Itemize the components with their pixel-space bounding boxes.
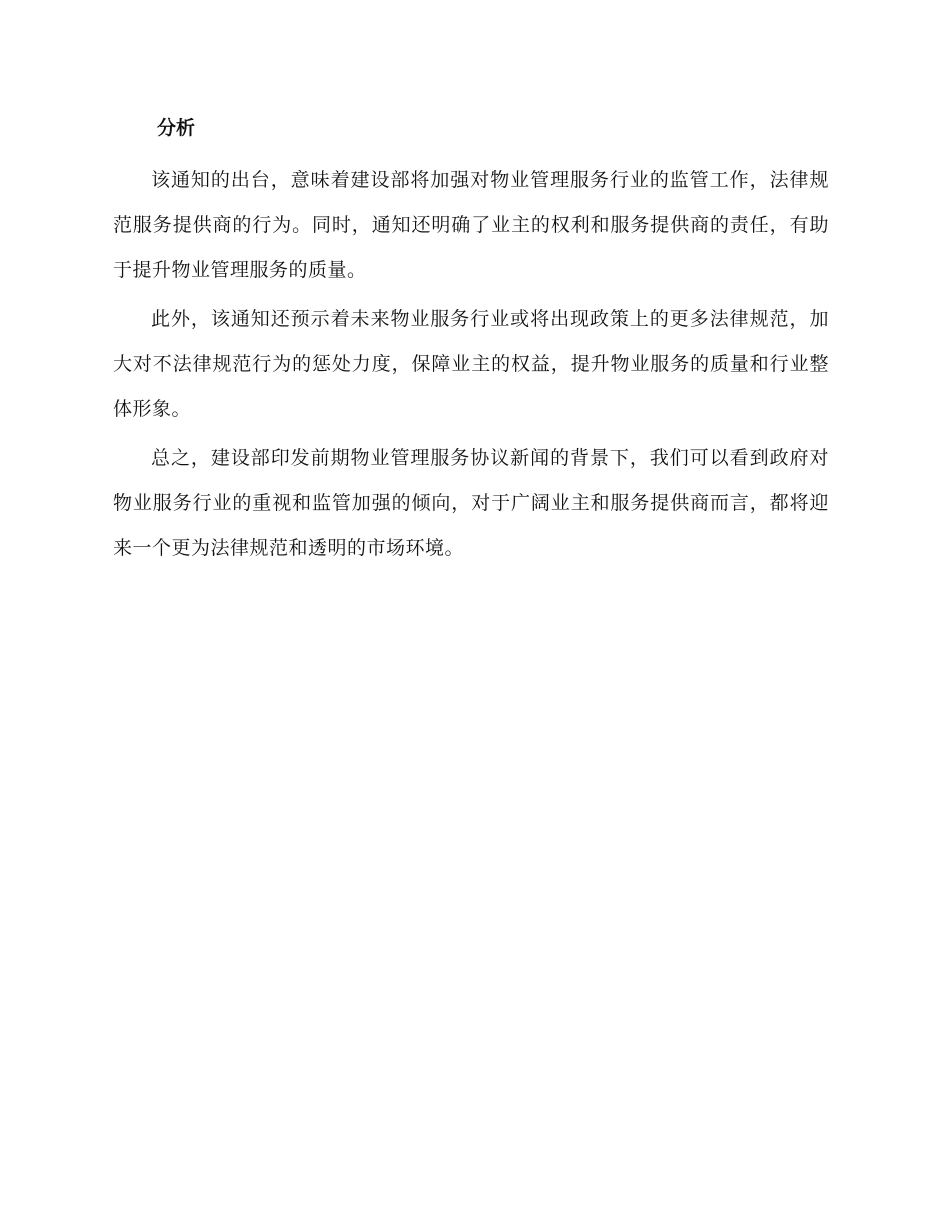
paragraph-notice-impact: 该通知的出台，意味着建设部将加强对物业管理服务行业的监管工作，法律规范服务提供商的行为。同时，通知还明确了业主的权利和服务提供商的责任，有助于提升物业管理服务的质量。: [113, 169, 829, 281]
section-heading: 分析: [157, 117, 196, 139]
paragraph-conclusion: 总之，建设部印发前期物业管理服务协议新闻的背景下，我们可以看到政府对物业服务行业的重视和监管加强的倾向，对于广阔业主和服务提供商而言，都将迎来一个更为法律规范和透明的市场环境。: [113, 447, 829, 559]
paragraph-future-outlook: 此外，该通知还预示着未来物业服务行业或将出现政策上的更多法律规范，加大对不法律规范行为的惩处力度，保障业主的权益，提升物业服务的质量和行业整体形象。: [113, 308, 829, 420]
document-body: [113, 110, 829, 571]
